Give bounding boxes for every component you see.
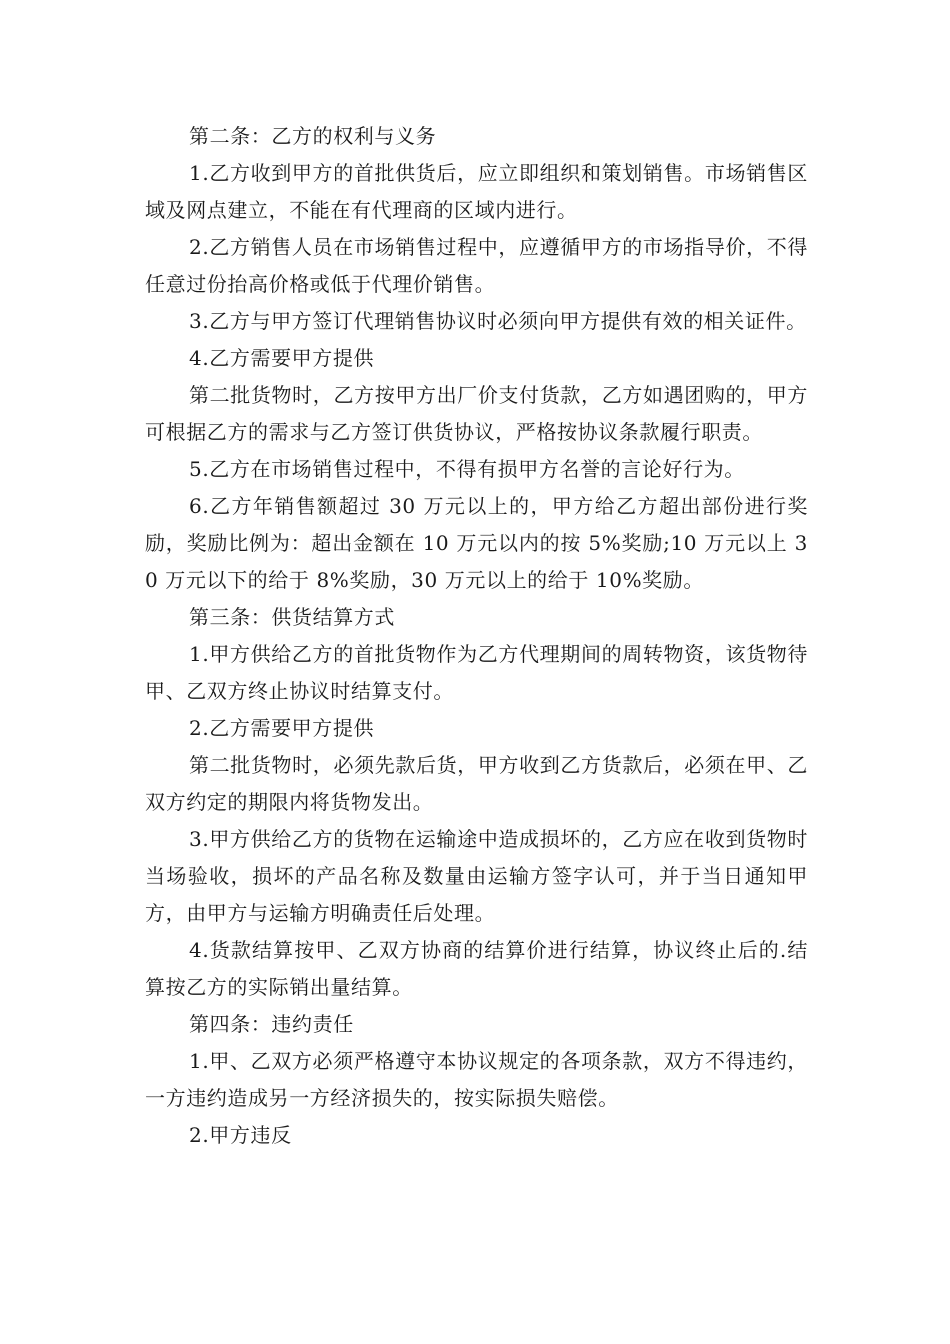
paragraph: 4.货款结算按甲、乙双方协商的结算价进行结算，协议终止后的.结算按乙方的实际销出量结算。 [145, 938, 808, 999]
paragraph: 3.甲方供给乙方的货物在运输途中造成损坏的，乙方应在收到货物时当场验收，损坏的产品名称及数量由运输方签字认可，并于当日通知甲方，由甲方与运输方明确责任后处理。 [145, 827, 808, 925]
document-body [145, 118, 808, 1154]
paragraph: 3.乙方与甲方签订代理销售协议时必须向甲方提供有效的相关证件。 [189, 309, 807, 333]
paragraph: 4.乙方需要甲方提供 [189, 346, 375, 370]
paragraph: 第二批货物时，乙方按甲方出厂价支付货款，乙方如遇团购的，甲方可根据乙方的需求与乙方签订供货协议，严格按协议条款履行职责。 [145, 383, 808, 444]
paragraph: 6.乙方年销售额超过 30 万元以上的，甲方给乙方超出部份进行奖励，奖励比例为：超出金额在 10 万元以内的按 5%奖励;10 万元以上 30 万元以下的给于 8%奖励，30 万元以上的给于 10%奖励。 [145, 494, 808, 592]
section-heading-article-2: 第二条：乙方的权利与义务 [189, 124, 437, 148]
section-heading-article-3: 第三条：供货结算方式 [189, 605, 395, 629]
paragraph: 2.甲方违反 [189, 1123, 292, 1147]
paragraph: 1.甲方供给乙方的首批货物作为乙方代理期间的周转物资，该货物待甲、乙双方终止协议时结算支付。 [145, 642, 808, 703]
paragraph: 5.乙方在市场销售过程中，不得有损甲方名誉的言论好行为。 [189, 457, 745, 481]
paragraph: 1.乙方收到甲方的首批供货后，应立即组织和策划销售。市场销售区域及网点建立，不能在有代理商的区域内进行。 [145, 161, 808, 222]
paragraph: 1.甲、乙双方必须严格遵守本协议规定的各项条款，双方不得违约，一方违约造成另一方经济损失的，按实际损失赔偿。 [145, 1049, 808, 1110]
paragraph: 2.乙方销售人员在市场销售过程中，应遵循甲方的市场指导价，不得任意过份抬高价格或低于代理价销售。 [145, 235, 808, 296]
paragraph: 2.乙方需要甲方提供 [189, 716, 375, 740]
paragraph: 第二批货物时，必须先款后货，甲方收到乙方货款后，必须在甲、乙双方约定的期限内将货物发出。 [145, 753, 808, 814]
section-heading-article-4: 第四条：违约责任 [189, 1012, 354, 1036]
